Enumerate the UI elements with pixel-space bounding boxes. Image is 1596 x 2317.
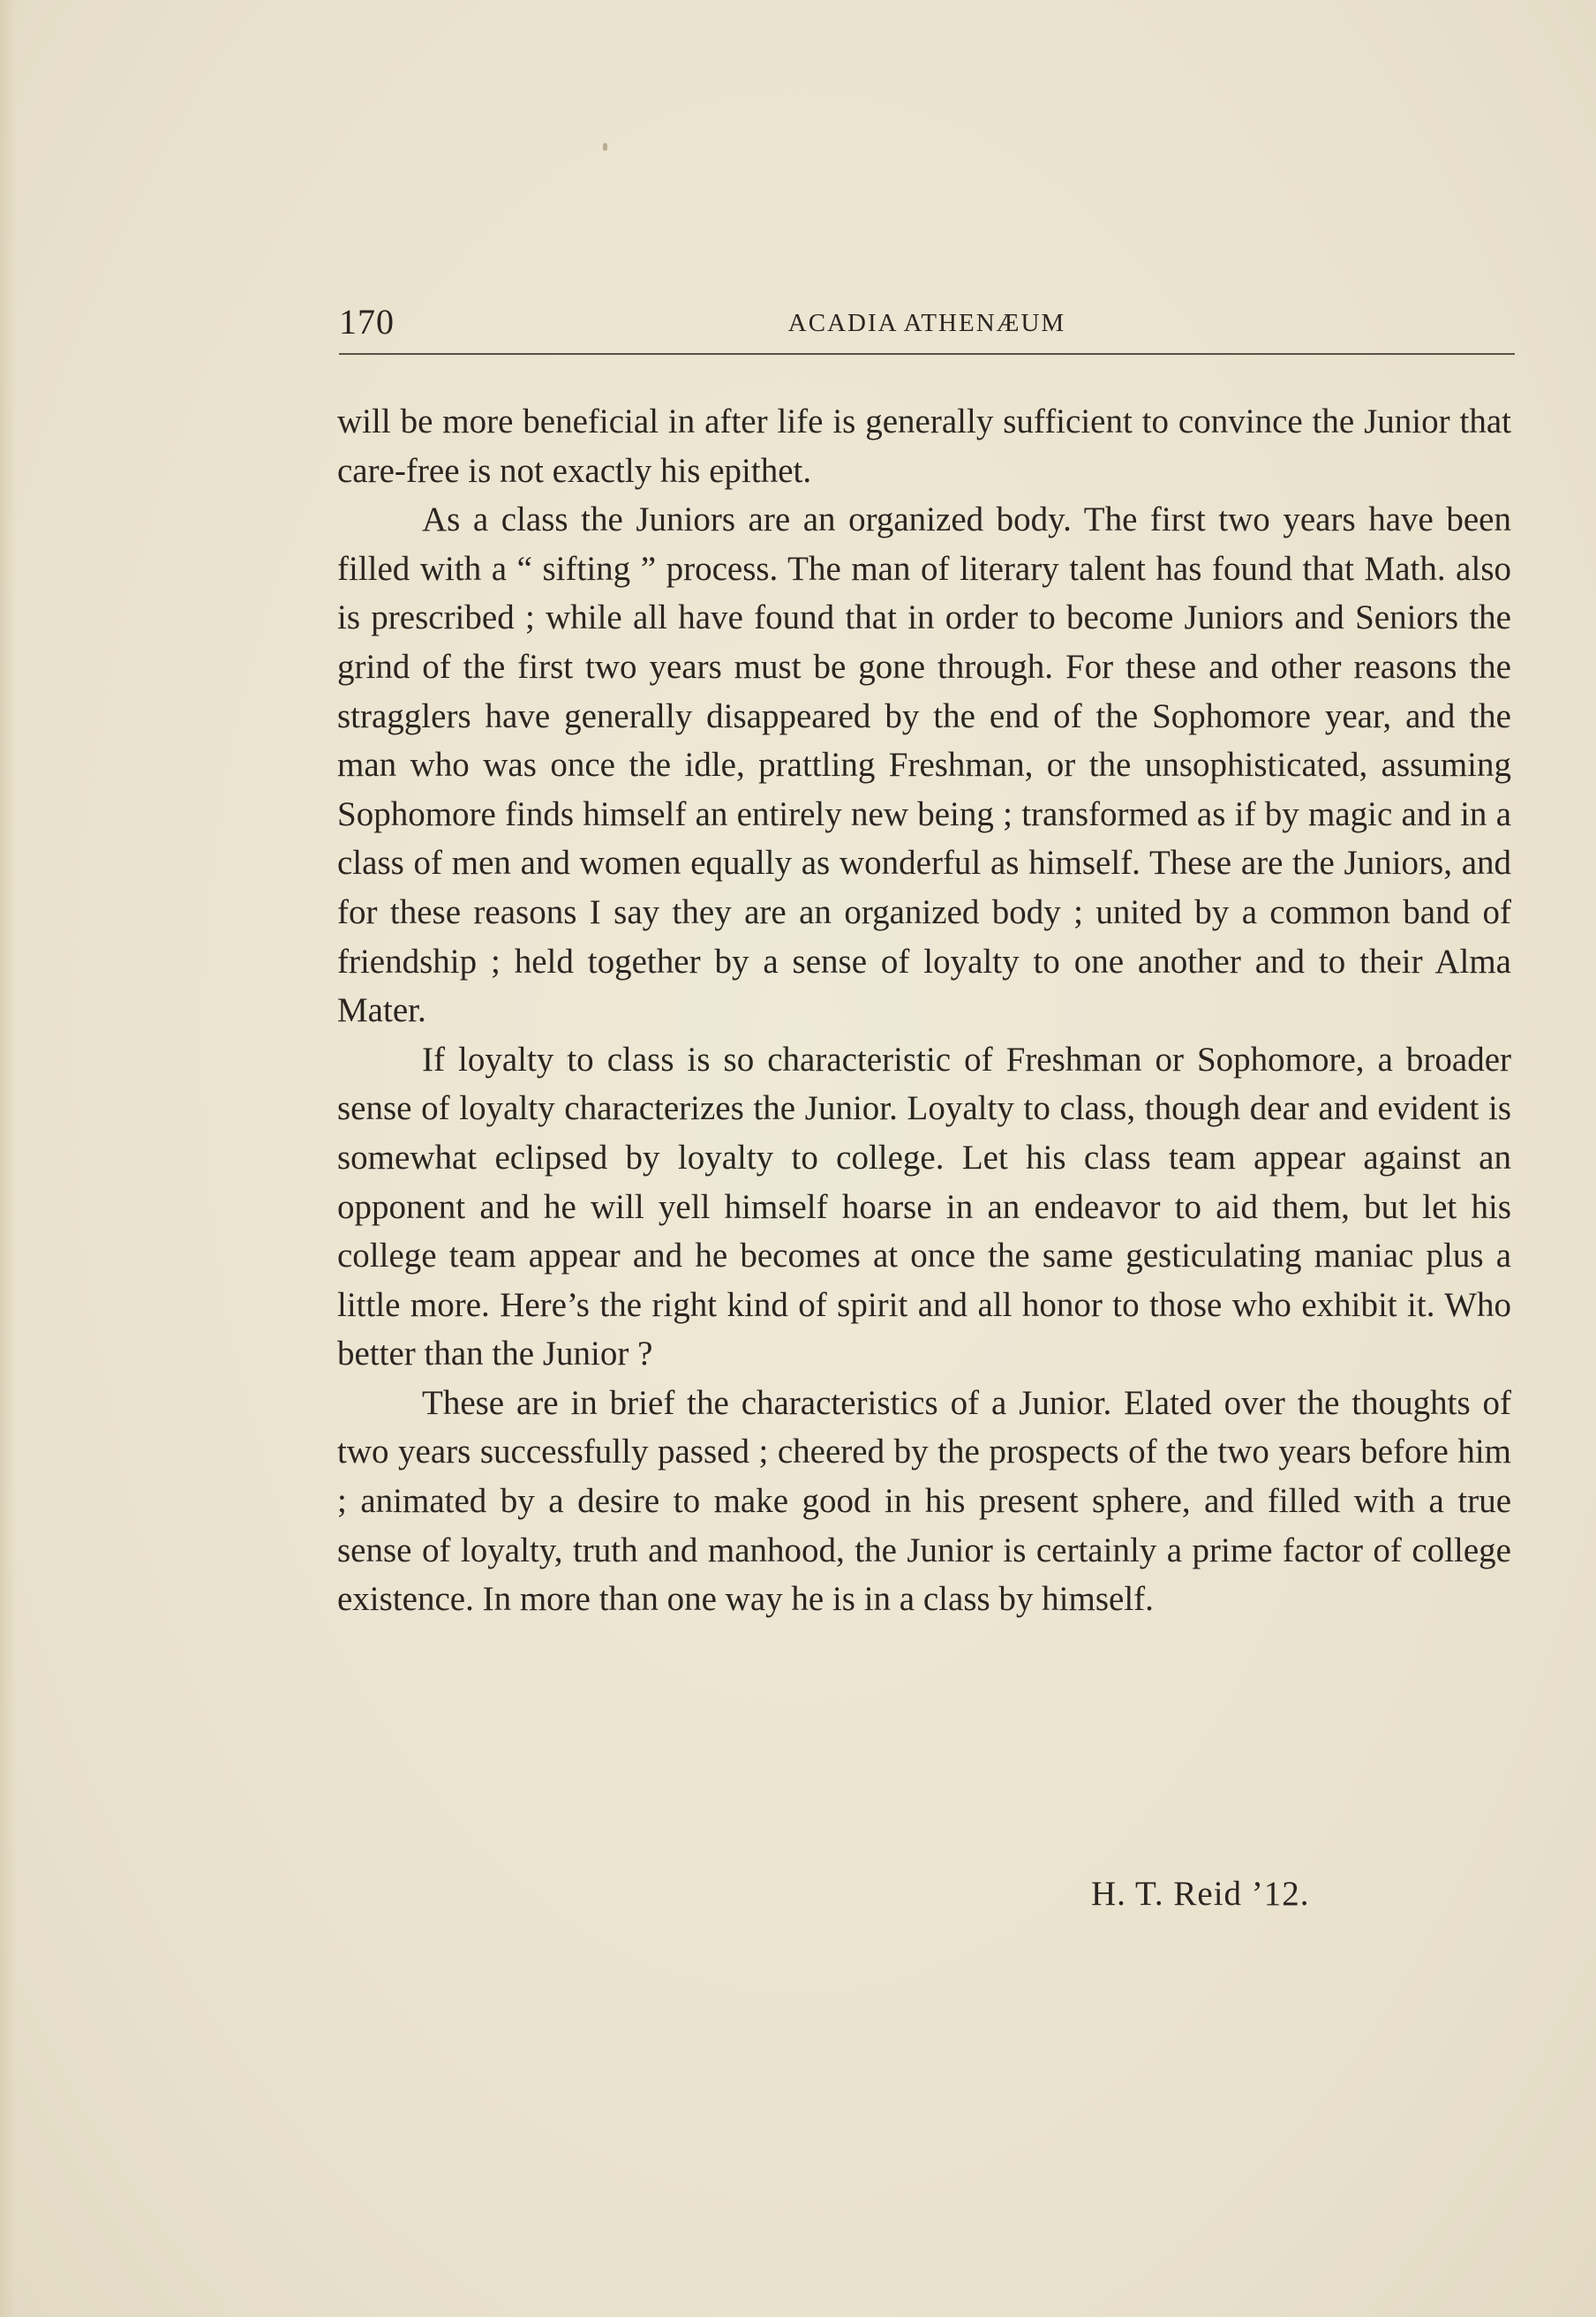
paper-speck (603, 143, 607, 151)
paragraph: These are in brief the characteristics of a Junior. Elated over the thoughts of two years successfully passed ; cheered by the prospects of the two years before him ; animated by a desire to make good in his present sphere, and filled with a true sense of loyalty, truth and manhood, the Junior is certainly a prime factor of college existence. In more than one way he is in a class by himself. (337, 1383, 1511, 1619)
header-rule (339, 353, 1515, 355)
running-header (339, 300, 1515, 353)
paragraph-continued: will be more beneficial in after life is generally sufficient to convince the Junior that care-free is not exactly his epithet. (337, 402, 1511, 490)
author-signature: H. T. Reid ’12. (1091, 1875, 1310, 1913)
paragraph: If loyalty to class is so characteristic of Freshman or Sophomore, a broader sense of loyalty characterizes the Junior. Loyalty to class, though dear and evident is somewhat eclipsed by loyalty to college. Let his class team appear against an opponent and he will yell himself hoarse in an endeavor to aid them, but let his college team appear and he becomes at once the same gesticulating maniac plus a little more. Here’s the right kind of spirit and all honor to those who exhibit it. Who better than the Junior ? (337, 1040, 1511, 1373)
running-title: ACADIA ATHENÆUM (787, 309, 1066, 337)
paragraph: As a class the Juniors are an organized body. The first two years have been filled with a “ sifting ” process. The man of literary talent has found that Math. also is prescribed ; while all have found that in order to become Juniors and Seniors the grind of the first two years must be gone through. For these and other reasons the stragglers have generally disappeared by the end of the Sophomore year, and the man who was once the idle, prattling Freshman, or the unsophisticated, assuming Sophomore finds himself an entirely new being ; transformed as if by magic and in a class of men and women equally as wonderful as himself. These are the Juniors, and for these reasons I say they are an organized body ; united by a common band of friendship ; held together by a sense of loyalty to one another and to their Alma Mater. (337, 500, 1511, 1030)
page-number: 170 (339, 302, 395, 342)
page-binding-shadow (0, 0, 16, 2317)
article-body (337, 397, 1511, 1624)
